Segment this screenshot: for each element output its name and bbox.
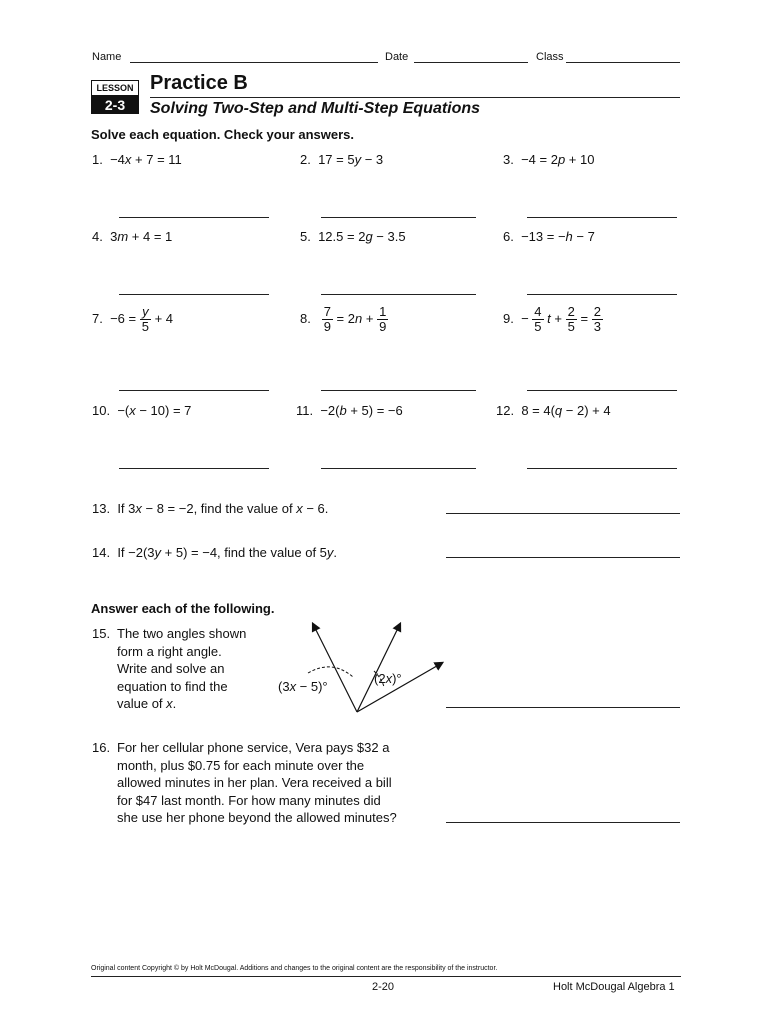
fraction: $\frac{y}{5}$ (141, 304, 149, 334)
problem-7: 7. −6 = $\frac{y}{5}$ + 4 (92, 304, 174, 334)
answer-line-3[interactable] (527, 217, 677, 218)
answer-line-16[interactable] (446, 822, 680, 823)
problem-number: 3. (503, 152, 514, 167)
answer-line-12[interactable] (527, 468, 677, 469)
problem-number: 10. (92, 403, 111, 418)
answer-line-2[interactable] (321, 217, 476, 218)
problem-6: 6. −13 = −h − 7 (503, 229, 595, 244)
problem-number: 13. (92, 501, 111, 516)
fraction: $\frac{1}{9}$ (379, 304, 387, 334)
answer-line-13[interactable] (446, 513, 680, 514)
problem-5: 5. 12.5 = 2g − 3.5 (300, 229, 406, 244)
answer-line-8[interactable] (321, 390, 476, 391)
problem-15: 15. The two angles shown form a right angle. Write and solve an equation to find the value of x. (92, 626, 247, 711)
problem-number: 7. (92, 310, 103, 326)
problem-13: 13. If 3x − 8 = −2, find the value of x − 6. (92, 501, 329, 516)
problem-4: 4. 3m + 4 = 1 (92, 229, 173, 244)
problem-2: 2. 17 = 5y − 3 (300, 152, 384, 167)
page-subtitle: Solving Two-Step and Multi-Step Equations (150, 100, 481, 117)
section1-instruction: Solve each equation. Check your answers. (91, 127, 354, 142)
answer-line-6[interactable] (527, 294, 677, 295)
name-label: Name (92, 51, 122, 63)
answer-line-5[interactable] (321, 294, 476, 295)
problem-number: 1. (92, 152, 103, 167)
problem-number: 9. (503, 310, 514, 326)
answer-line-9[interactable] (527, 390, 677, 391)
angle-label-1: (3x − 5)° (278, 679, 328, 694)
answer-line-7[interactable] (119, 390, 269, 391)
footer-rule (91, 976, 681, 977)
fraction: $\frac{4}{5}$ (534, 304, 542, 334)
problem-number: 11. (296, 403, 314, 418)
problem-3: 3. −4 = 2p + 10 (503, 152, 595, 167)
problem-11: 11. −2(b + 5) = −6 (296, 403, 403, 418)
fraction: $\frac{2}{3}$ (593, 304, 601, 334)
problem-number: 15. (92, 626, 111, 641)
fraction: $\frac{2}{5}$ (567, 304, 575, 334)
answer-line-11[interactable] (321, 468, 476, 469)
problem-number: 12. (496, 403, 515, 418)
angle-diagram (270, 615, 450, 720)
problem-number: 4. (92, 229, 103, 244)
name-line[interactable] (130, 62, 378, 63)
title-rule (150, 97, 680, 98)
date-line[interactable] (414, 62, 528, 63)
answer-line-1[interactable] (119, 217, 269, 218)
problem-number: 5. (300, 229, 311, 244)
section2-instruction: Answer each of the following. (91, 601, 275, 616)
problem-number: 8. (300, 310, 311, 326)
problem-number: 6. (503, 229, 514, 244)
problem-1: 1. −4x + 7 = 11 (92, 152, 182, 167)
problem-12: 12. 8 = 4(q − 2) + 4 (496, 403, 611, 418)
answer-line-15[interactable] (446, 707, 680, 708)
problem-8: 8. $\frac{7}{9}$ = 2n + $\frac{1}{9}$ (300, 304, 387, 334)
angle-arc-1 (308, 667, 353, 677)
page-title: Practice B (150, 72, 248, 94)
page-number: 2-20 (372, 981, 395, 993)
answer-line-10[interactable] (119, 468, 269, 469)
class-label: Class (536, 51, 564, 63)
problem-number: 14. (92, 545, 111, 560)
problem-14: 14. If −2(3y + 5) = −4, find the value of 5y. (92, 545, 338, 560)
angle-label-2: (2x)° (374, 671, 402, 686)
class-line[interactable] (566, 62, 680, 63)
answer-line-14[interactable] (446, 557, 680, 558)
lesson-number: 2-3 (91, 96, 139, 114)
book-title: Holt McDougal Algebra 1 (553, 981, 675, 993)
problem-10: 10. −(x − 10) = 7 (92, 403, 192, 418)
problem-9: 9. − $\frac{4}{5}$ t + $\frac{2}{5}$ = $\frac{2}{3}$ (503, 304, 601, 334)
lesson-label: LESSON (91, 80, 139, 96)
fraction: $\frac{7}{9}$ (323, 304, 331, 334)
problem-16: 16. For her cellular phone service, Vera pays $32 a month, plus $0.75 for each minute over the allowed minutes in her plan. Vera received a bill for $47 last month. For how many minutes did she use her phone beyond the allowed minutes? (92, 740, 397, 825)
ray-2 (357, 624, 400, 712)
copyright-notice: Original content Copyright © by Holt McDougal. Additions and changes to the original content are the responsibility of the instructor. (91, 965, 498, 972)
date-label: Date (385, 51, 409, 63)
problem-number: 2. (300, 152, 311, 167)
problem-number: 16. (92, 740, 111, 755)
answer-line-4[interactable] (119, 294, 269, 295)
